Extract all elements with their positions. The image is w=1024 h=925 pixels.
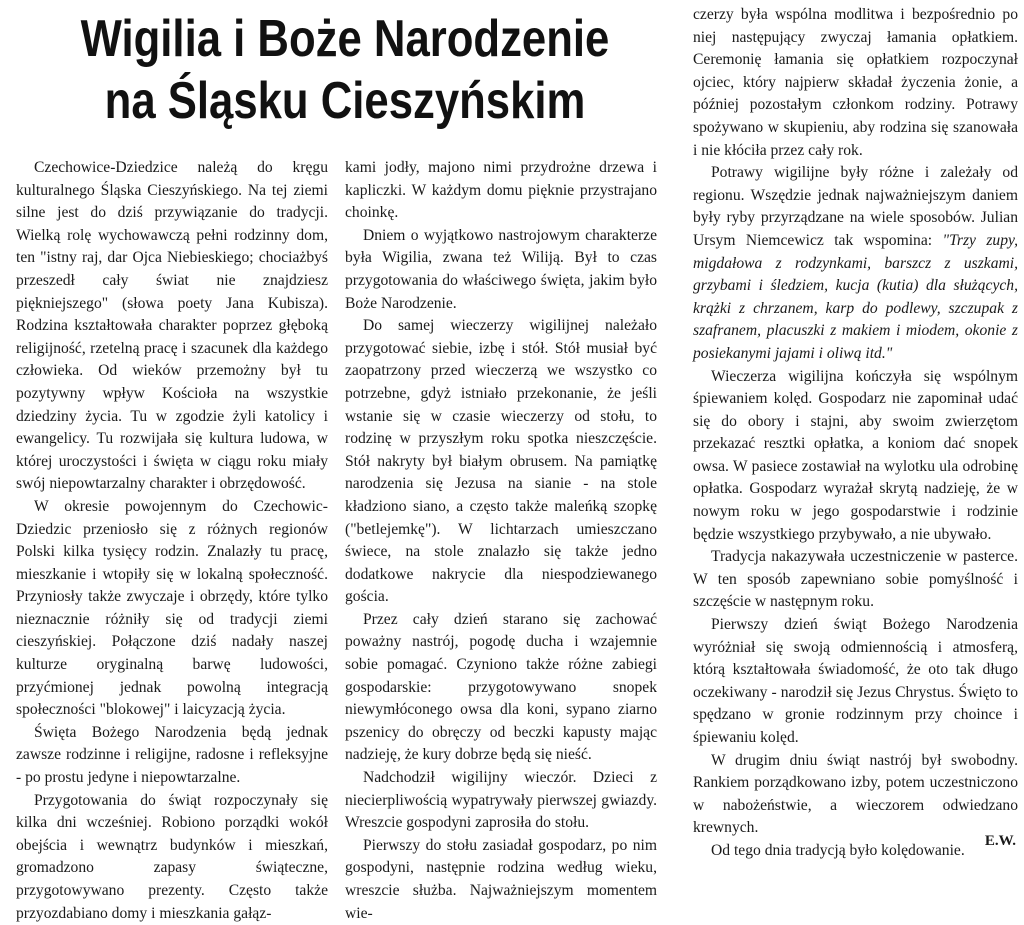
paragraph: Pierwszy do stołu zasiadał gospodarz, po nim gospodyni, następnie rodzina według wieku, wreszcie służba. Najważniejszym momentem wie-: [345, 836, 657, 922]
article-headline: [55, 8, 635, 132]
paragraph: W okresie powojennym do Czechowic-Dziedzic przeniosło się z różnych regionów Polski kilka tysięcy rodzin. Znalazły tu pracę, mieszkanie i wtopiły się w lokalną społeczność. Przyniosły także zwyczaje i obrzędy, które tylko nieznacznie różniły się od tradycji ziemi cieszyńskiej. Połączone dziś nadały naszej kulturze oryginalną barwę ludowości, przyćmionej jednak powolną integracją społeczności "blokowej" i laicyzacją życia.: [16, 497, 328, 719]
article-column-1: [16, 157, 328, 922]
paragraph: Nadchodził wigilijny wieczór. Dzieci z niecierpliwością wypatrywały pierwszej gwiazdy. Wreszcie gospodyni zaprosiła do stołu.: [345, 769, 657, 832]
paragraph: Dniem o wyjątkowo nastrojowym charakterze była Wigilia, zwana też Wiliją. Był to czas przygotowania do właściwego święta, jakim było Boże Narodzenie.: [345, 226, 657, 312]
article-column-3: [693, 4, 1018, 859]
author-signature: E.W.: [984, 833, 1016, 849]
paragraph: Wieczerza wigilijna kończyła się wspólnym śpiewaniem kolęd. Gospodarz nie zapominał udać się do obory i stajni, aby swoim zwierzętom przekazać resztki opłatka, a koniom dać snopek owsa. W pasiece zostawiał na wylotku ula odrobinę opłatka. Gospodarz wyrażał skrytą nadzieję, że w nowym roku w jego gospodarstwie i rodzinie będzie wszystkiego przybywało, a nie ubywało.: [693, 367, 1018, 543]
paragraph: Święta Bożego Narodzenia będą jednak zawsze rodzinne i religijne, radosne i refleksyjne - po prostu jedyne i niepowtarzalne.: [16, 723, 328, 787]
paragraph: kami jodły, majono nimi przydrożne drzewa i kapliczki. W każdym domu pięknie przystrajano choinkę.: [345, 159, 657, 222]
paragraph: Przez cały dzień starano się zachować poważny nastrój, pogodę ducha i wzajemnie sobie pomagać. Czyniono także różne zabiegi gospodarskie: przygotowywano snopek niewymłóconego owsa dla koni, sypano ziarno pszenicy do obręczy od beczki kapusty mając nadzieję, że kury dobrze będą się nieść.: [345, 610, 657, 764]
paragraph: Czechowice-Dziedzice należą do kręgu kulturalnego Śląska Cieszyńskiego. Na tej ziemi silne jest do dziś przywiązanie do tradycji. Wielką rolę wychowawczą pełni rodzinny dom, ten "istny raj, dar Ojca Niebieskiego; chociażbyś przeszedł cały świat nie znajdziesz piękniejszego" (słowa poety Jana Kubisza). Rodzina kształtowała charakter poprzez głęboką religijność, rzetelną pracę i szacunek dla każdego człowieka. Od wieków przemożny był tu pozytywny wpływ Kościoła na wszystkie dziedziny życia. Tu w zgodzie żyli katolicy i ewangelicy. Tu rozwijała się kultura ludowa, w której uroczystości i święta w ciągu roku miały swój niepowtarzalny charakter i obrzędowość.: [16, 159, 328, 493]
paragraph: Tradycja nakazywała uczestniczenie w pasterce. W ten sposób zapewniano sobie pomyślność i szczęście w następnym roku.: [693, 548, 1018, 611]
headline-line-2: na Śląsku Cieszyńskim: [104, 72, 586, 130]
paragraph: Pierwszy dzień świąt Bożego Narodzenia wyróżniał się swoją odmiennością i atmosferą, którą kształtowała świadomość, że oto tak długo oczekiwany - narodził się Jezus Chrystus. Święto to spędzano w gronie rodzinnym przy choince i śpiewaniu kolęd.: [693, 616, 1018, 746]
article-column-2: [345, 157, 657, 922]
quote-intro: Potrawy wigilijne były różne i zależały od regionu. Wszędzie jednak najważniejszym daniem były ryby przyrządzane na wiele sposobów. Julian Ursym Niemcewicz tak wspomina:: [693, 164, 1018, 249]
paragraph-with-quote: [693, 162, 1018, 365]
headline-line-1: Wigilia i Boże Narodzenie: [80, 10, 610, 68]
paragraph: Od tego dnia tradycją było kolędowanie.: [711, 841, 965, 859]
niemcewicz-quote: "Trzy zupy, migdałowa z rodzynkami, barszcz z uszkami, grzybami i śledziem, kucja (kutia) dla służących, krążki z chrzanem, karp do podlewy, szczupak z szafranem, placuszki z makiem i miodem, okonie z posiekanymi jajami i oliwą itd.": [693, 231, 1018, 362]
paragraph: czerzy była wspólna modlitwa i bezpośrednio po niej następujący zwyczaj łamania opłatkiem. Ceremonię łamania się opłatkiem rozpoczynał ojciec, który najpierw składał życzenia żonie, a później pozostałym członkom rodziny. Potrawy spożywano w skupieniu, aby rodzina się szanowała i nie kłóciła przez cały rok.: [693, 6, 1018, 159]
paragraph: Przygotowania do świąt rozpoczynały się kilka dni wcześniej. Robiono porządki wokół obejścia i wewnątrz budynków i mieszkań, gromadzono zapasy świąteczne, przygotowywano prezenty. Często także przyozdabiano domy i mieszkania gałąz-: [16, 791, 328, 922]
paragraph: W drugim dniu świąt nastrój był swobodny. Rankiem porządkowano izby, potem uczestniczono w nabożeństwie, a wieczorem odwiedzano krewnych.: [693, 751, 1018, 837]
paragraph: Do samej wieczerzy wigilijnej należało przygotować siebie, izbę i stół. Stół musiał być zaopatrzony przed wieczerzą we wszystko co potrzebne, gdyż istniało przekonanie, że jeśli wstanie się w czasie wieczerzy od stołu, to rodzinę w przyszłym roku spotka nieszczęście. Stół nakryty był białym obrusem. Na pamiątkę narodzenia się Jezusa na sianie - na stole kładziono siano, a często także maleńką szopkę ("betlejemkę"). W lichtarzach umieszczano świece, na stole znalazło się także jedno dodatkowe nakrycie dla niespodziewanego gościa.: [345, 317, 657, 606]
